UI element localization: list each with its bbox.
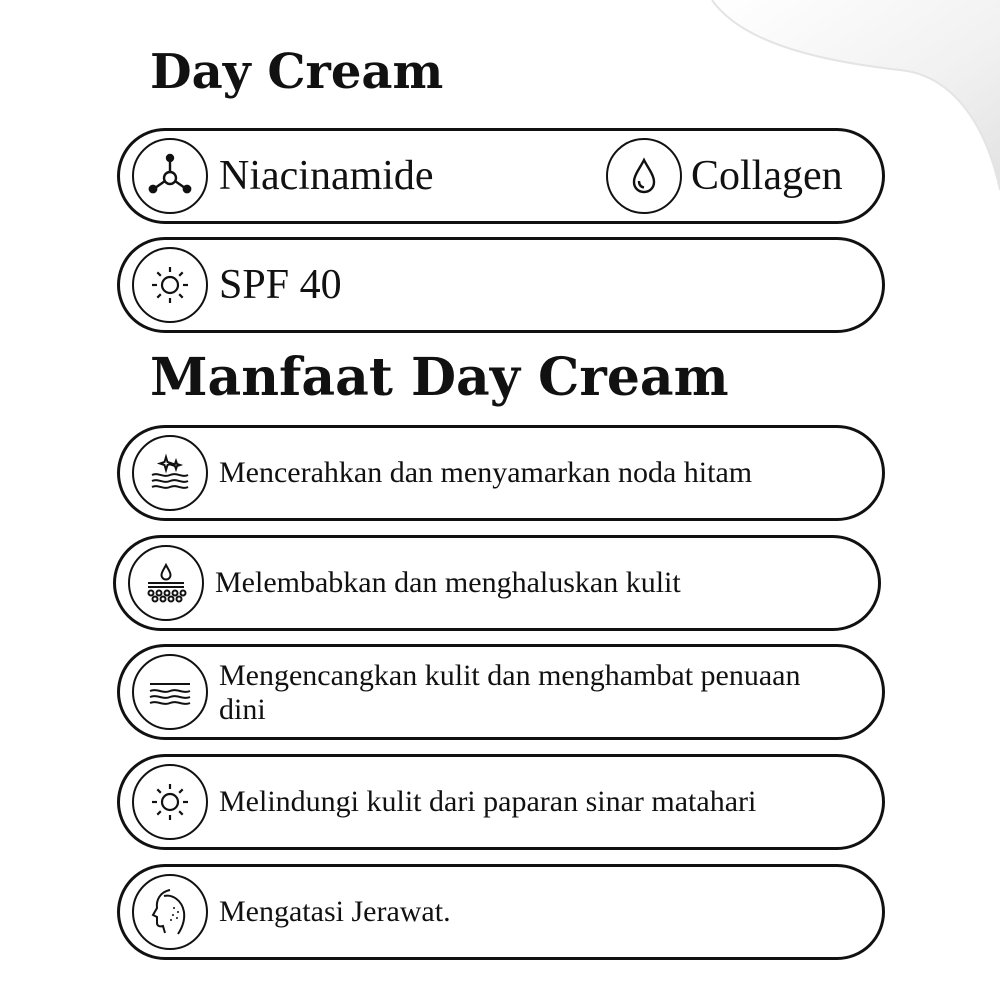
benefit-pill-sun-protection <box>117 754 885 850</box>
sun-icon <box>132 764 208 840</box>
benefit-pill-moisturizing <box>113 535 881 631</box>
benefit-pill-acne <box>117 864 885 960</box>
face-acne-icon <box>132 874 208 950</box>
sparkle-wave-icon <box>132 435 208 511</box>
spf-label: SPF 40 <box>219 262 342 308</box>
molecule-icon <box>132 138 208 214</box>
benefit-label-firming: Mengencangkan kulit dan menghambat penuaan dini <box>219 659 801 726</box>
ingredient-pill-spf <box>117 237 885 333</box>
benefit-label-moisturizing: Melembabkan dan menghaluskan kulit <box>215 566 681 599</box>
skin-layers-icon <box>132 654 208 730</box>
benefits-heading: Manfaat Day Cream <box>150 347 729 408</box>
niacinamide-label: Niacinamide <box>219 153 434 199</box>
collagen-label: Collagen <box>691 153 843 199</box>
ingredients-heading: Day Cream <box>150 44 444 100</box>
benefit-label-acne: Mengatasi Jerawat. <box>219 895 451 928</box>
sun-icon <box>132 247 208 323</box>
droplet-icon <box>606 138 682 214</box>
benefit-pill-brightening <box>117 425 885 521</box>
benefit-label-sun-protection: Melindungi kulit dari paparan sinar matahari <box>219 785 757 818</box>
benefit-pill-firming <box>117 644 885 740</box>
ingredient-pill-niacinamide-collagen <box>117 128 885 224</box>
skin-moisture-icon <box>128 545 204 621</box>
benefit-label-brightening: Mencerahkan dan menyamarkan noda hitam <box>219 456 753 489</box>
